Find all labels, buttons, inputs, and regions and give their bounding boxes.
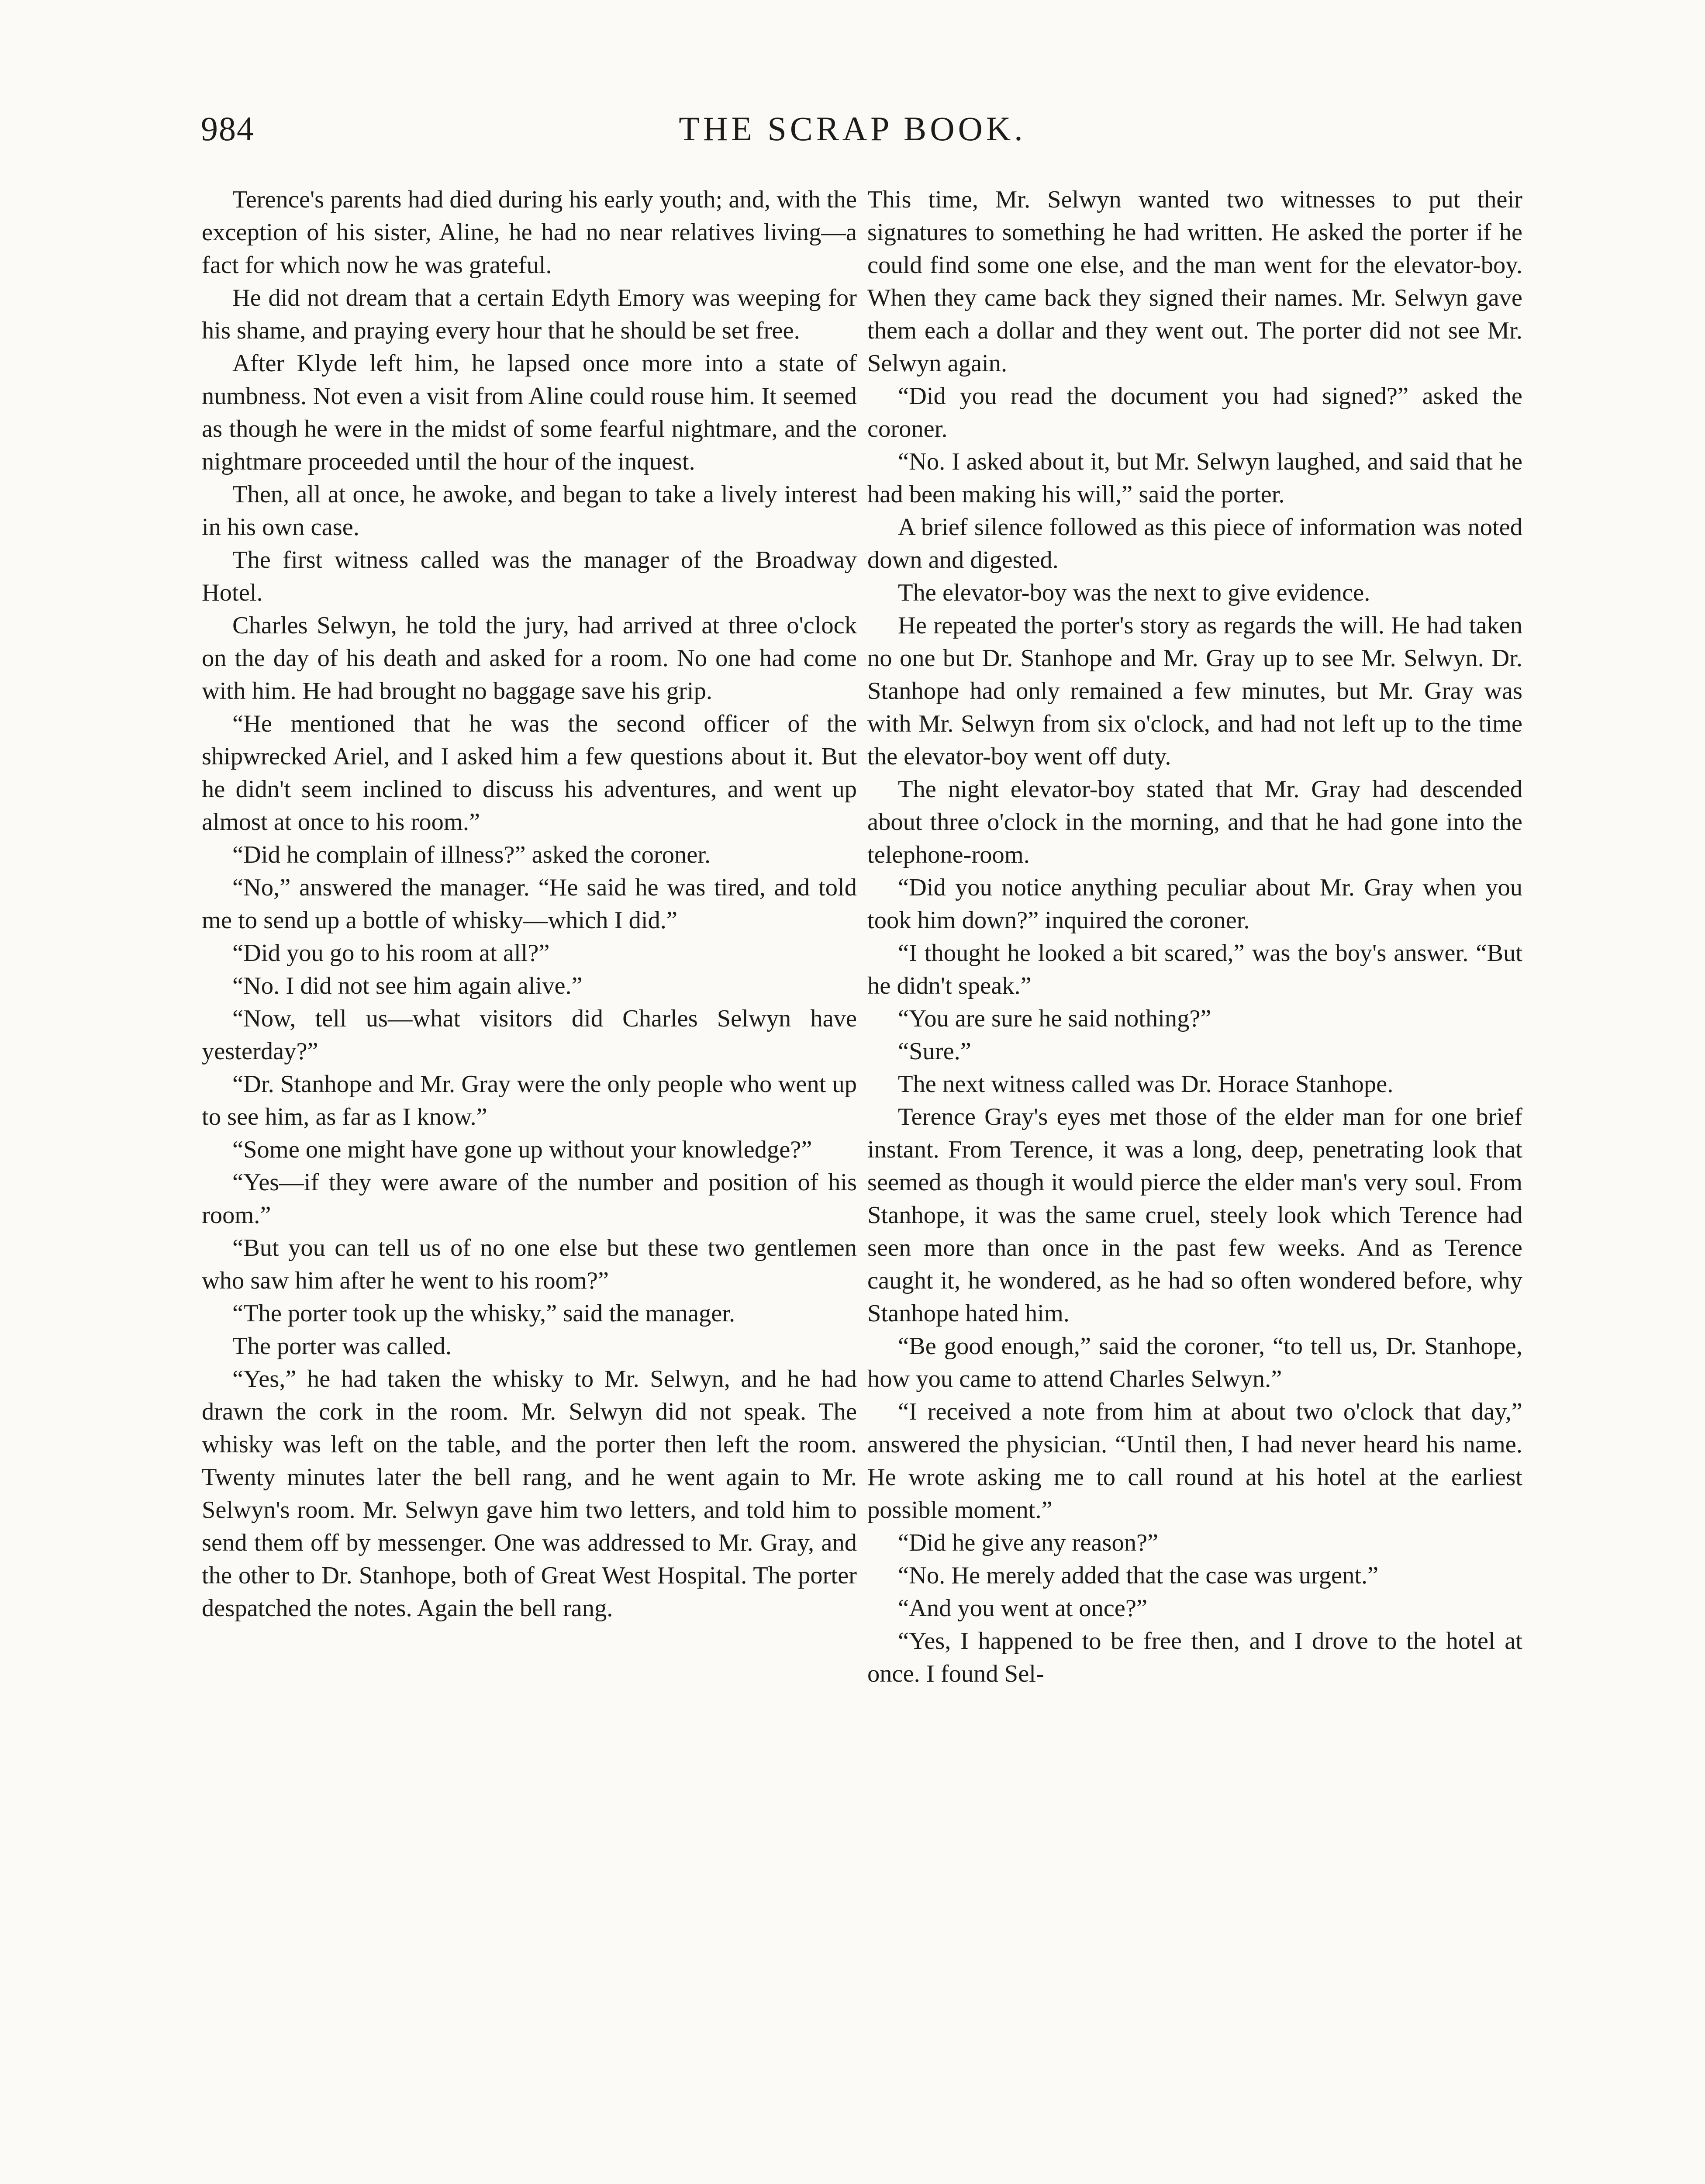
paragraph: The porter was called. <box>232 1333 452 1360</box>
paragraph: “No,” answered the manager. “He said he was tired, and told me to send up a bottle of whisky—which I did.” <box>202 874 857 934</box>
paragraph: “Did you notice anything peculiar about Mr. Gray when you took him down?” inquired the coroner. <box>867 874 1522 934</box>
running-header <box>0 109 1705 162</box>
paragraph: “You are sure he said nothing?” <box>898 1005 1211 1032</box>
paragraph: This time, Mr. Selwyn wanted two witnesses to put their signatures to something he had written. He asked the porter if he could find some one else, and the man went for the elevator-boy. When they came back they signed their names. Mr. Selwyn gave them each a dollar and they went out. The porter did not see Mr. Selwyn again. <box>867 186 1522 377</box>
paragraph: “Be good enough,” said the coroner, “to tell us, Dr. Stanhope, how you came to attend Charles Selwyn.” <box>867 1333 1522 1393</box>
paragraph: “Yes, I happened to be free then, and I drove to the hotel at once. I found Sel- <box>867 1628 1522 1687</box>
paragraph: “Did you go to his room at all?” <box>232 940 550 967</box>
paragraph: The night elevator-boy stated that Mr. Gray had descended about three o'clock in the morning, and that he had gone into the telephone-room. <box>867 776 1522 868</box>
paragraph: Terence Gray's eyes met those of the elder man for one brief instant. From Terence, it was a long, deep, penetrating look that seemed as though it would pierce the elder man's very soul. From Stanhope, it was the same cruel, steely look which Terence had seen more than once in the past few weeks. And as Terence caught it, he wondered, as he had so often wondered before, why Stanhope hated him. <box>867 1103 1522 1327</box>
paragraph: “Yes,” he had taken the whisky to Mr. Selwyn, and he had drawn the cork in the room. Mr. Selwyn did not speak. The whisky was left on the table, and the porter then left the room. Twenty minutes later the bell rang, and he went again to Mr. Selwyn's room. Mr. Selwyn gave him two letters, and told him to send them off by messenger. One was addressed to Mr. Gray, and the other to Dr. Stanhope, both of Great West Hospital. The porter despatched the notes. Again the bell rang. <box>202 1365 857 1622</box>
paragraph: “I thought he looked a bit scared,” was the boy's answer. “But he didn't speak.” <box>867 940 1522 999</box>
paragraph: “Some one might have gone up without your knowledge?” <box>232 1136 812 1163</box>
paragraph: The elevator-boy was the next to give evidence. <box>898 579 1370 606</box>
paragraph: “Sure.” <box>898 1038 971 1065</box>
paragraph: “And you went at once?” <box>898 1595 1148 1622</box>
page-title: THE SCRAP BOOK. <box>679 110 1026 148</box>
paragraph: “He mentioned that he was the second officer of the shipwrecked Ariel, and I asked him a few questions about it. But he didn't seem inclined to discuss his adventures, and went up almost at once to his room.” <box>202 710 857 836</box>
paragraph: “I received a note from him at about two o'clock that day,” answered the physician. “Until then, I had never heard his name. He wrote asking me to call round at his hotel at the earliest possible moment.” <box>867 1398 1522 1524</box>
paragraph: “No. I did not see him again alive.” <box>232 972 583 999</box>
paragraph: He did not dream that a certain Edyth Emory was weeping for his shame, and praying every hour that he should be set free. <box>202 284 857 344</box>
paragraph: “The porter took up the whisky,” said the manager. <box>232 1300 735 1327</box>
paragraph: “Dr. Stanhope and Mr. Gray were the only people who went up to see him, as far as I know.” <box>202 1071 857 1130</box>
paragraph: After Klyde left him, he lapsed once more into a state of numbness. Not even a visit from Aline could rouse him. It seemed as though he were in the midst of some fearful nightmare, and the nightmare proceeded until the hour of the inquest. <box>202 350 857 475</box>
paragraph: The next witness called was Dr. Horace Stanhope. <box>898 1071 1394 1098</box>
left-column <box>202 183 857 1625</box>
paragraph: “Now, tell us—what visitors did Charles Selwyn have yesterday?” <box>202 1005 857 1065</box>
paragraph: A brief silence followed as this piece of information was noted down and digested. <box>867 514 1522 574</box>
paragraph: “Did you read the document you had signed?” asked the coroner. <box>867 383 1522 442</box>
paragraph: Then, all at once, he awoke, and began to take a lively interest in his own case. <box>202 481 857 541</box>
paragraph: “No. He merely added that the case was urgent.” <box>898 1562 1379 1589</box>
paragraph: “Did he give any reason?” <box>898 1529 1159 1556</box>
paragraph: “But you can tell us of no one else but these two gentlemen who saw him after he went to his room?” <box>202 1234 857 1294</box>
paragraph: The first witness called was the manager of the Broadway Hotel. <box>202 546 857 606</box>
right-column <box>867 183 1522 1690</box>
paragraph: Terence's parents had died during his early youth; and, with the exception of his sister, Aline, he had no near relatives living—a fact for which now he was grateful. <box>202 186 857 279</box>
page-number: 984 <box>201 110 255 148</box>
paragraph: Charles Selwyn, he told the jury, had arrived at three o'clock on the day of his death and asked for a room. No one had come with him. He had brought no baggage save his grip. <box>202 612 857 705</box>
paragraph: “Did he complain of illness?” asked the coroner. <box>232 841 711 868</box>
paragraph: “No. I asked about it, but Mr. Selwyn laughed, and said that he had been making his will,” said the porter. <box>867 448 1522 508</box>
paragraph: “Yes—if they were aware of the number and position of his room.” <box>202 1169 857 1229</box>
paragraph: He repeated the porter's story as regards the will. He had taken no one but Dr. Stanhope and Mr. Gray up to see Mr. Selwyn. Dr. Stanhope had only remained a few minutes, but Mr. Gray was with Mr. Selwyn from six o'clock, and had not left up to the time the elevator-boy went off duty. <box>867 612 1522 770</box>
